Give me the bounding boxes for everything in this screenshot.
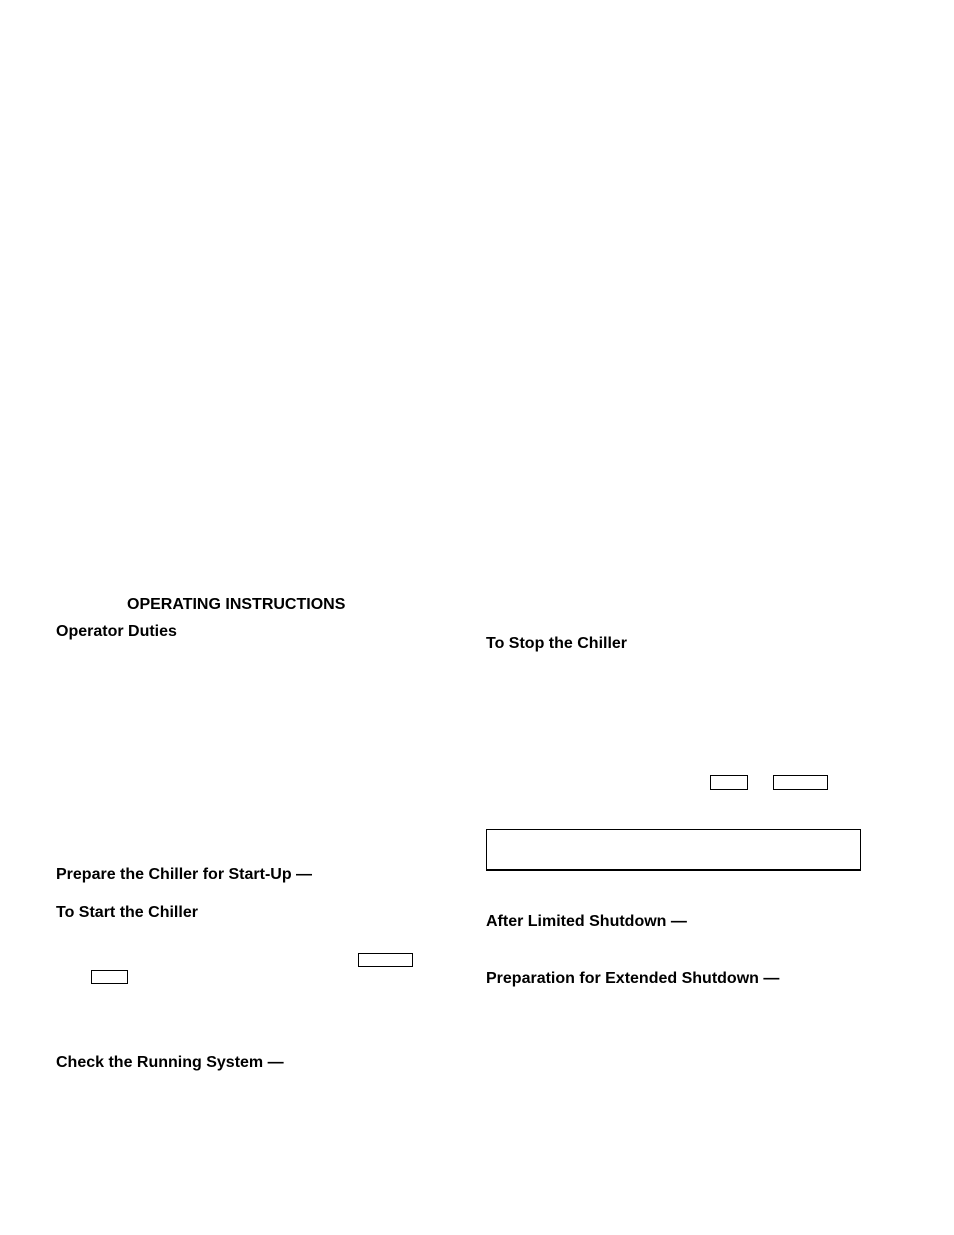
key-box-start-2 [91,970,128,984]
section-title: OPERATING INSTRUCTIONS [127,596,346,613]
heading-to-start: To Start the Chiller [56,904,198,921]
key-box-stop-1 [710,775,748,790]
key-box-stop-2 [773,775,828,790]
notice-box [486,829,861,871]
heading-check-running: Check the Running System — [56,1054,284,1071]
heading-to-stop: To Stop the Chiller [486,635,628,652]
key-box-start-1 [358,953,413,967]
heading-operator-duties: Operator Duties [56,623,177,640]
heading-prepare-startup: Prepare the Chiller for Start-Up — [56,866,313,883]
heading-after-limited-shutdown: After Limited Shutdown — [486,913,687,930]
heading-extended-shutdown: Preparation for Extended Shutdown — [486,970,780,987]
